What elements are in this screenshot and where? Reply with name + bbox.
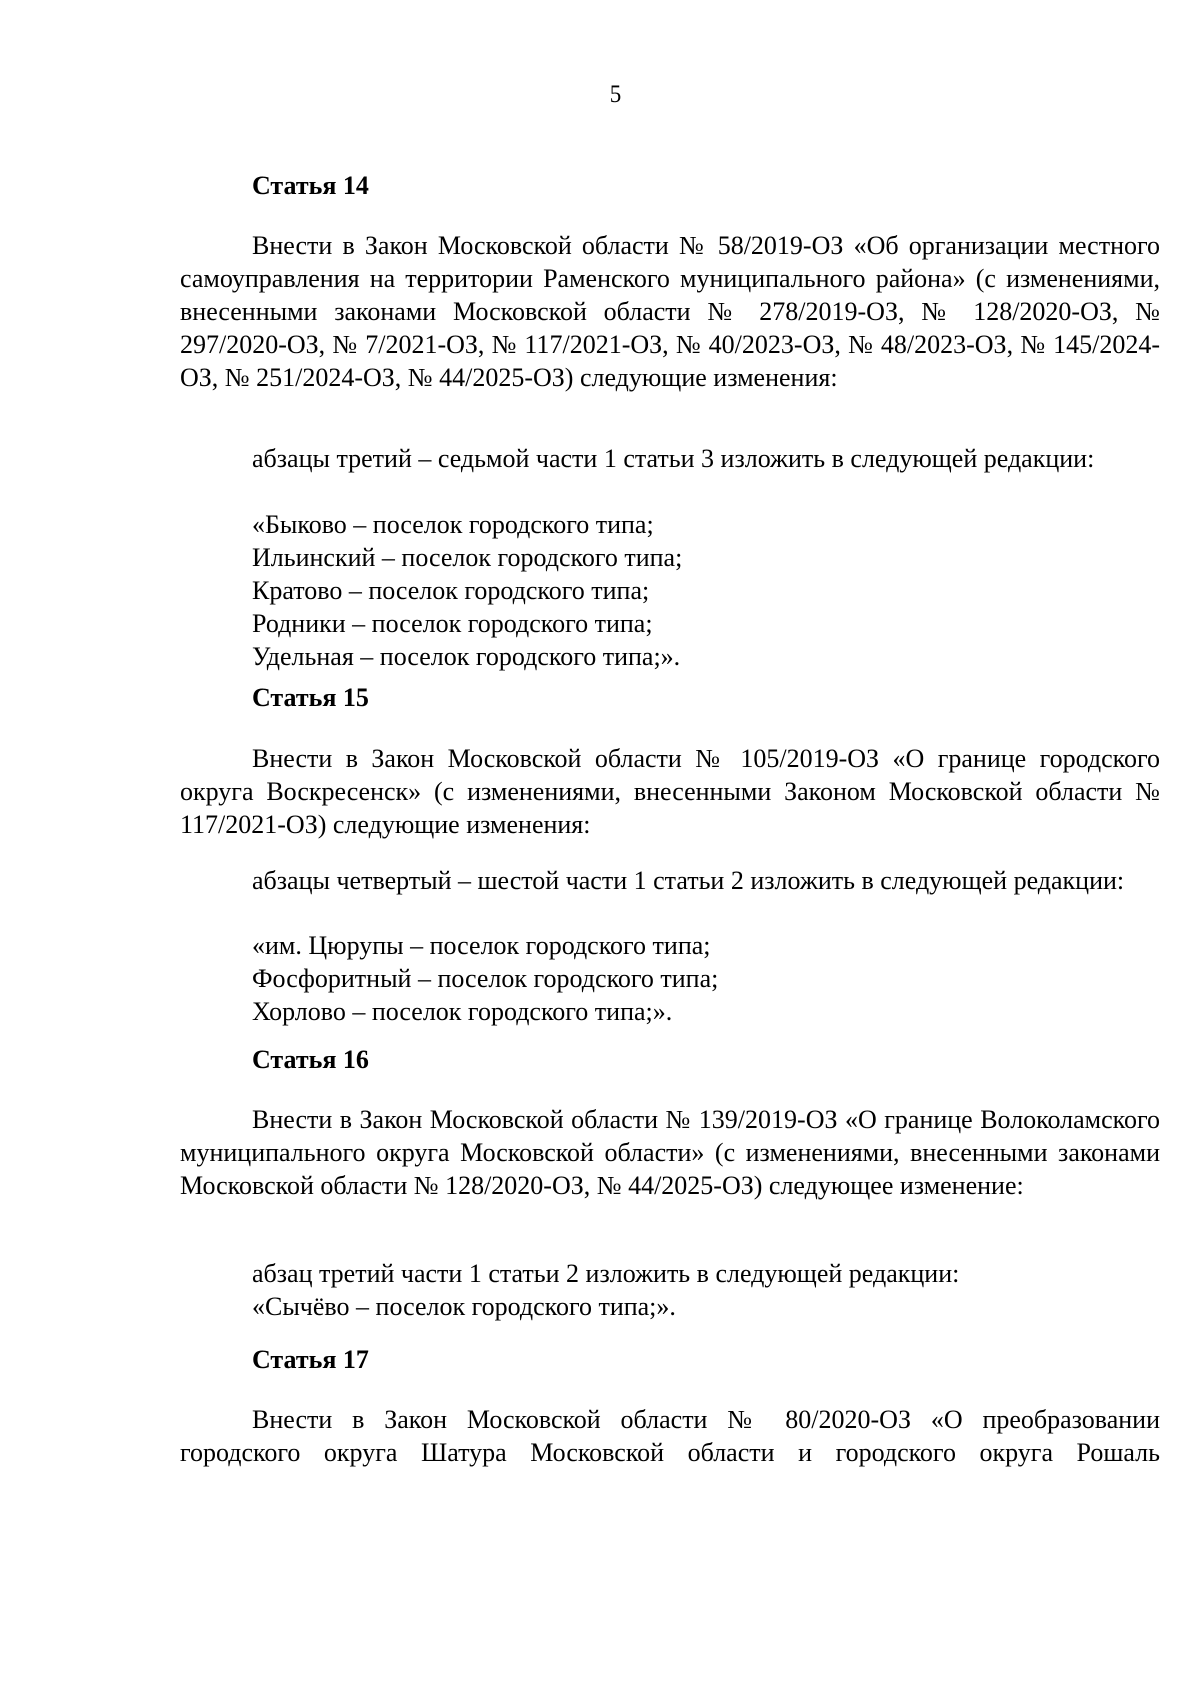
article-intro-paragraph (180, 742, 1160, 841)
settlement-list (252, 508, 682, 673)
article-instruction-paragraph (252, 1257, 959, 1323)
article-heading: Статья 17 (252, 1345, 369, 1374)
article-intro-paragraph (180, 229, 1160, 394)
list-item: «им. Цюрупы – поселок городского типа; (252, 931, 711, 960)
article-instruction-paragraph (180, 442, 1160, 475)
list-item: Хорлово – поселок городского типа;». (252, 997, 673, 1026)
article-intro-text: Внести в Закон Московской области № 80/2020-ОЗ «О преобразовании городского округа Шатура Московской области и городского округа Рошаль (180, 1405, 1160, 1467)
list-item: Родники – поселок городского типа; (252, 609, 653, 638)
article-heading: Статья 15 (252, 683, 369, 712)
article-intro-text: Внести в Закон Московской области № 139/2019-ОЗ «О границе Волоколамского муниципального округа Московской области» (с изменениями, внесенными законами Московской области № 128/2020-ОЗ, № 44/2025-ОЗ) следующее изменение: (180, 1105, 1160, 1200)
list-item: «Сычёво – поселок городского типа;». (252, 1292, 676, 1321)
list-item: Удельная – поселок городского типа;». (252, 642, 681, 671)
article-heading: Статья 16 (252, 1045, 369, 1074)
article-instruction-text: абзацы третий – седьмой части 1 статьи 3 изложить в следующей редакции: (252, 444, 1095, 473)
list-item: Фосфоритный – поселок городского типа; (252, 964, 719, 993)
article-instruction-paragraph (180, 864, 1160, 897)
article-intro-text: Внести в Закон Московской области № 105/2019-ОЗ «О границе городского округа Воскресенск» (с изменениями, внесенными Законом Московской области № 117/2021-ОЗ) следующие изменения: (180, 744, 1160, 839)
article-instruction-text: абзац третий части 1 статьи 2 изложить в следующей редакции: (252, 1259, 960, 1288)
article-heading: Статья 14 (252, 171, 369, 200)
list-item: Кратово – поселок городского типа; (252, 576, 650, 605)
article-instruction-text: абзацы четвертый – шестой части 1 статьи 2 изложить в следующей редакции: (252, 866, 1125, 895)
settlement-list (252, 929, 718, 1028)
article-intro-paragraph (180, 1403, 1160, 1469)
page-number: 5 (609, 81, 622, 108)
list-item: «Быково – поселок городского типа; (252, 510, 654, 539)
article-intro-text: Внести в Закон Московской области № 58/2019-ОЗ «Об организации местного самоуправления на территории Раменского муниципального района» (с изменениями, внесенными законами Московской области № 278/2019-ОЗ, № 128/2020-ОЗ, № 297/2020-ОЗ, № 7/2021-ОЗ, № 117/2021-ОЗ, № 40/2023-ОЗ, № 48/2023-ОЗ, № 145/2024-ОЗ, № 251/2024-ОЗ, № 44/2025-ОЗ) следующие изменения: (180, 231, 1160, 392)
list-item: Ильинский – поселок городского типа; (252, 543, 683, 572)
article-intro-paragraph (180, 1103, 1160, 1202)
